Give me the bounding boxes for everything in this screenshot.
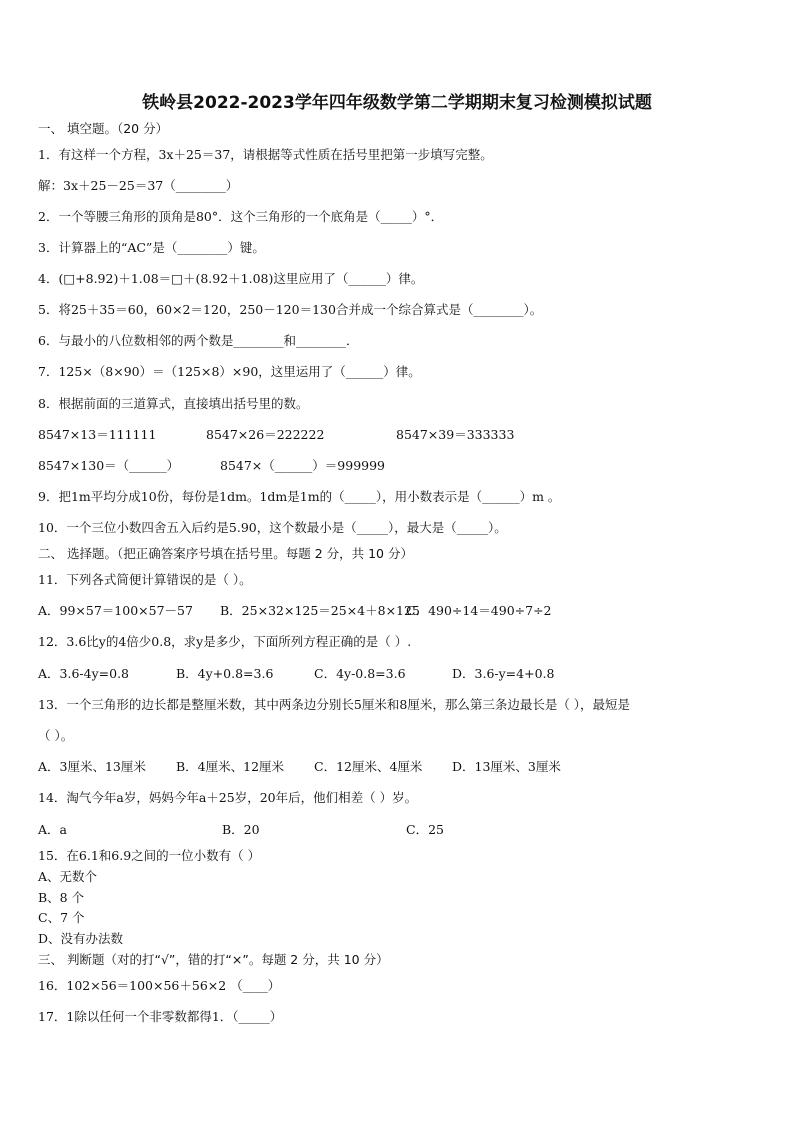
section-choice-heading: 二、 选择题。（把正确答案序号填在括号里。每题 2 分，共 10 分） bbox=[38, 546, 413, 561]
q8-equation: 8547×39＝333333 bbox=[396, 427, 515, 442]
q14-option-a: A．a bbox=[38, 822, 67, 837]
q12-option-d: D．3.6-y=4+0.8 bbox=[452, 666, 555, 681]
q14-option-b: B．20 bbox=[222, 822, 260, 837]
q15-option-d: D、没有办法数 bbox=[38, 931, 124, 946]
q11-option-b: B．25×32×125＝25×4＋8×125 bbox=[220, 603, 420, 618]
q12-option-b: B．4y+0.8=3.6 bbox=[176, 666, 274, 681]
question-16: 16．102×56＝100×56＋56×2 （____） bbox=[38, 978, 281, 993]
question-12: 12．3.6比y的4倍少0.8，求y是多少，下面所列方程正确的是（ ）. bbox=[38, 634, 412, 649]
question-13: 13．一个三角形的边长都是整厘米数，其中两条边分别长5厘米和8厘米，那么第三条边最长是（ ），最短是 bbox=[38, 697, 631, 712]
q13-option-d: D．13厘米、3厘米 bbox=[452, 759, 561, 774]
q8-blank-equation: 8547×（______）＝999999 bbox=[220, 458, 386, 473]
q11-option-c: C．490÷14＝490÷7÷2 bbox=[406, 603, 552, 618]
q15-option-a: A、无数个 bbox=[38, 869, 98, 884]
q13-option-c: C．12厘米、4厘米 bbox=[314, 759, 423, 774]
question-7: 7．125×（8×90）＝（125×8）×90，这里运用了（______）律。 bbox=[38, 364, 421, 379]
question-15: 15．在6.1和6.9之间的一位小数有（ ） bbox=[38, 848, 261, 863]
question-5: 5．将25＋35＝60，60×2＝120，250－120＝130合并成一个综合算式是（________）。 bbox=[38, 302, 543, 317]
question-14: 14．淘气今年a岁，妈妈今年a＋25岁，20年后，他们相差（ ）岁。 bbox=[38, 790, 418, 805]
question-1-solution: 解：3x＋25－25＝37（________） bbox=[38, 178, 239, 193]
q13-option-b: B．4厘米、12厘米 bbox=[176, 759, 285, 774]
question-4: 4．(□+8.92)＋1.08＝□＋(8.92＋1.08)这里应用了（______）律。 bbox=[38, 271, 424, 286]
q12-option-c: C．4y-0.8=3.6 bbox=[314, 666, 406, 681]
question-17: 17．1除以任何一个非零数都得1．（_____） bbox=[38, 1009, 283, 1024]
q13-option-a: A．3厘米、13厘米 bbox=[38, 759, 146, 774]
section-true-false-heading: 三、 判断题（对的打“√”，错的打“×”。每题 2 分，共 10 分） bbox=[38, 952, 389, 967]
question-9: 9．把1m平均分成10份，每份是1dm。1dm是1m的（_____），用小数表示是（______）m 。 bbox=[38, 489, 561, 504]
question-3: 3．计算器上的“AC”是（________）键。 bbox=[38, 240, 265, 255]
q12-option-a: A．3.6-4y=0.8 bbox=[38, 666, 129, 681]
q15-option-c: C、7 个 bbox=[38, 910, 85, 925]
question-8: 8．根据前面的三道算式，直接填出括号里的数。 bbox=[38, 396, 309, 411]
question-1: 1．有这样一个方程，3x＋25＝37，请根据等式性质在括号里把第一步填写完整。 bbox=[38, 147, 493, 162]
question-2: 2．一个等腰三角形的顶角是80°．这个三角形的一个底角是（_____）°． bbox=[38, 209, 444, 224]
q8-equation: 8547×13＝111111 bbox=[38, 427, 157, 442]
page-title: 铁岭县2022-2023学年四年级数学第二学期期末复习检测模拟试题 bbox=[142, 93, 652, 113]
q8-blank-equation: 8547×130＝（______） bbox=[38, 458, 180, 473]
question-13-continued: （ ）。 bbox=[38, 728, 74, 743]
question-10: 10．一个三位小数四舍五入后约是5.90，这个数最小是（_____），最大是（_____）。 bbox=[38, 520, 507, 535]
q15-option-b: B、8 个 bbox=[38, 890, 85, 905]
question-11: 11．下列各式简便计算错误的是（ ）。 bbox=[38, 572, 252, 587]
section-fill-blank-heading: 一、 填空题。（20 分） bbox=[38, 121, 169, 136]
question-6: 6．与最小的八位数相邻的两个数是________和________． bbox=[38, 333, 359, 348]
q8-equation: 8547×26＝222222 bbox=[206, 427, 325, 442]
q14-option-c: C．25 bbox=[406, 822, 444, 837]
q11-option-a: A．99×57＝100×57－57 bbox=[38, 603, 193, 618]
